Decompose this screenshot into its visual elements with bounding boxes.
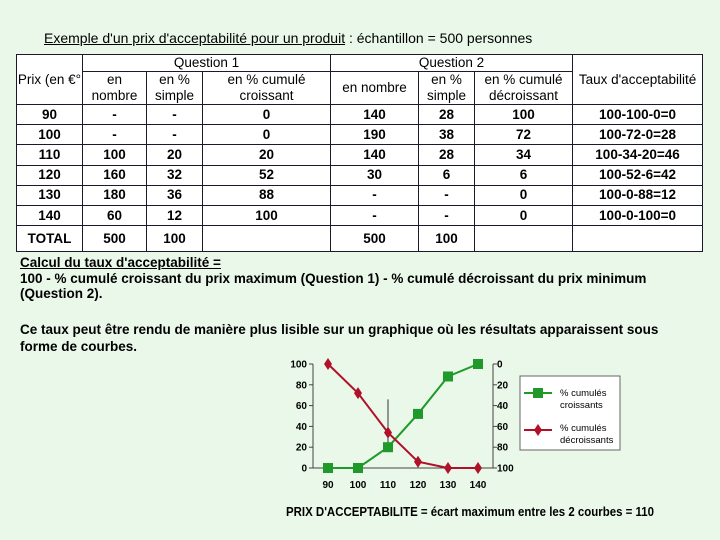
- series-1-point: [413, 409, 423, 419]
- table-cell: 100: [203, 205, 331, 225]
- table-cell: -: [419, 205, 475, 225]
- legend-label-2: % cumulés décroissants: [560, 423, 614, 446]
- table-cell: 190: [331, 125, 419, 145]
- series-1-point: [383, 442, 393, 452]
- table-cell: TOTAL: [17, 226, 83, 252]
- left-tick-label: 0: [301, 463, 307, 475]
- x-tick-label: 130: [439, 480, 457, 491]
- table-cell: 30: [331, 165, 419, 185]
- right-tick-label: 0: [497, 359, 503, 371]
- chart-caption: PRIX D'ACCEPTABILITE = écart maximum entre les 2 courbes = 110: [286, 505, 655, 519]
- note-line-1: Ce taux peut être rendu de manière plus lisible sur un graphique où les résultats apparaissent sous: [20, 322, 659, 337]
- table-cell: 0: [475, 205, 573, 225]
- table-cell: 60: [83, 205, 147, 225]
- table-cell: 100: [17, 125, 83, 145]
- table-cell: 120: [17, 165, 83, 185]
- table-cell: 100: [83, 145, 147, 165]
- table-cell: 180: [83, 185, 147, 205]
- table-cell: 140: [331, 145, 419, 165]
- table-cell: -: [147, 125, 203, 145]
- table-cell: -: [83, 105, 147, 125]
- series-1-point: [473, 359, 483, 369]
- left-tick-label: 20: [295, 442, 307, 454]
- series-1-point: [323, 463, 333, 473]
- table-cell: 28: [419, 105, 475, 125]
- table-cell: 6: [475, 165, 573, 185]
- table-cell: 140: [331, 105, 419, 125]
- table-cell: 52: [203, 165, 331, 185]
- table-cell: 130: [17, 185, 83, 205]
- table-cell: 100-0-88=12: [573, 185, 703, 205]
- right-tick-label: 20: [497, 380, 509, 392]
- calculation-line-1: 100 - % cumulé croissant du prix maximum (Question 1) - % cumulé décroissant du prix minimum: [20, 270, 647, 286]
- series-2-point: [474, 462, 482, 474]
- right-tick-label: 100: [497, 463, 514, 475]
- table-cell: 12: [147, 205, 203, 225]
- table-cell: 100-100-0=0: [573, 105, 703, 125]
- series-line-2: [328, 364, 478, 468]
- series-1-point: [353, 463, 363, 473]
- title-main: Exemple d'un prix d'acceptabilité pour un produit: [44, 30, 346, 46]
- left-tick-label: 100: [290, 359, 307, 371]
- table-cell: 6: [419, 165, 475, 185]
- note-line-2: forme de courbes.: [20, 339, 138, 354]
- x-tick-label: 100: [349, 480, 367, 491]
- table-cell: 0: [203, 125, 331, 145]
- calculation-line-2: (Question 2).: [20, 286, 103, 301]
- header-question-1: Question 1: [83, 55, 331, 72]
- header-q2-simple: en % simple: [419, 72, 475, 105]
- table-cell: 36: [147, 185, 203, 205]
- table-cell: -: [419, 185, 475, 205]
- table-cell: 140: [17, 205, 83, 225]
- left-tick-label: 60: [295, 401, 307, 413]
- table-cell: 28: [419, 145, 475, 165]
- header-q2-nombre: en nombre: [331, 72, 419, 105]
- table-cell: 100: [147, 226, 203, 252]
- x-tick-label: 120: [409, 480, 427, 491]
- table-cell: 110: [17, 145, 83, 165]
- table-cell: 32: [147, 165, 203, 185]
- header-q1-simple: en % simple: [147, 72, 203, 105]
- series-2-point: [414, 456, 422, 468]
- table-cell: -: [331, 205, 419, 225]
- table-cell: -: [83, 125, 147, 145]
- series-2-point: [324, 358, 332, 370]
- title-rest: : échantillon = 500 personnes: [345, 30, 533, 46]
- calculation-title: Calcul du taux d'acceptabilité =: [20, 255, 221, 270]
- table-cell: 100: [475, 105, 573, 125]
- table-cell: 500: [331, 226, 419, 252]
- series-line-1: [328, 364, 478, 468]
- table-cell: 0: [475, 185, 573, 205]
- header-q2-cumul: en % cumulé décroissant: [475, 72, 573, 105]
- table-cell: 88: [203, 185, 331, 205]
- table-cell: 34: [475, 145, 573, 165]
- table-cell: 100-52-6=42: [573, 165, 703, 185]
- table-cell: 0: [203, 105, 331, 125]
- header-q1-cumul: en % cumulé croissant: [203, 72, 331, 105]
- right-tick-label: 60: [497, 421, 509, 433]
- table-cell: 160: [83, 165, 147, 185]
- table-cell: 500: [83, 226, 147, 252]
- right-tick-label: 40: [497, 401, 509, 413]
- table-cell: 20: [147, 145, 203, 165]
- table-cell: 100-0-100=0: [573, 205, 703, 225]
- header-taux: Taux d'acceptabilité: [573, 55, 703, 105]
- header-q1-nombre: en nombre: [83, 72, 147, 105]
- header-question-2: Question 2: [331, 55, 573, 72]
- left-tick-label: 80: [295, 380, 307, 392]
- right-tick-label: 80: [497, 442, 509, 454]
- table-cell: -: [147, 105, 203, 125]
- table-cell: 90: [17, 105, 83, 125]
- table-cell: -: [331, 185, 419, 205]
- table-cell: 38: [419, 125, 475, 145]
- left-tick-label: 40: [295, 421, 307, 433]
- table-cell: 100: [419, 226, 475, 252]
- x-tick-label: 90: [322, 480, 334, 491]
- series-2-point: [444, 462, 452, 474]
- legend-label-1: % cumulés croissants: [560, 388, 607, 411]
- header-prix: Prix (en €°: [17, 55, 83, 105]
- series-1-point: [443, 371, 453, 381]
- legend-marker-square: [533, 388, 543, 398]
- table-cell: 100-34-20=46: [573, 145, 703, 165]
- table-cell: 72: [475, 125, 573, 145]
- table-cell: 100-72-0=28: [573, 125, 703, 145]
- x-tick-label: 140: [469, 480, 487, 491]
- x-tick-label: 110: [379, 480, 397, 491]
- table-cell: 20: [203, 145, 331, 165]
